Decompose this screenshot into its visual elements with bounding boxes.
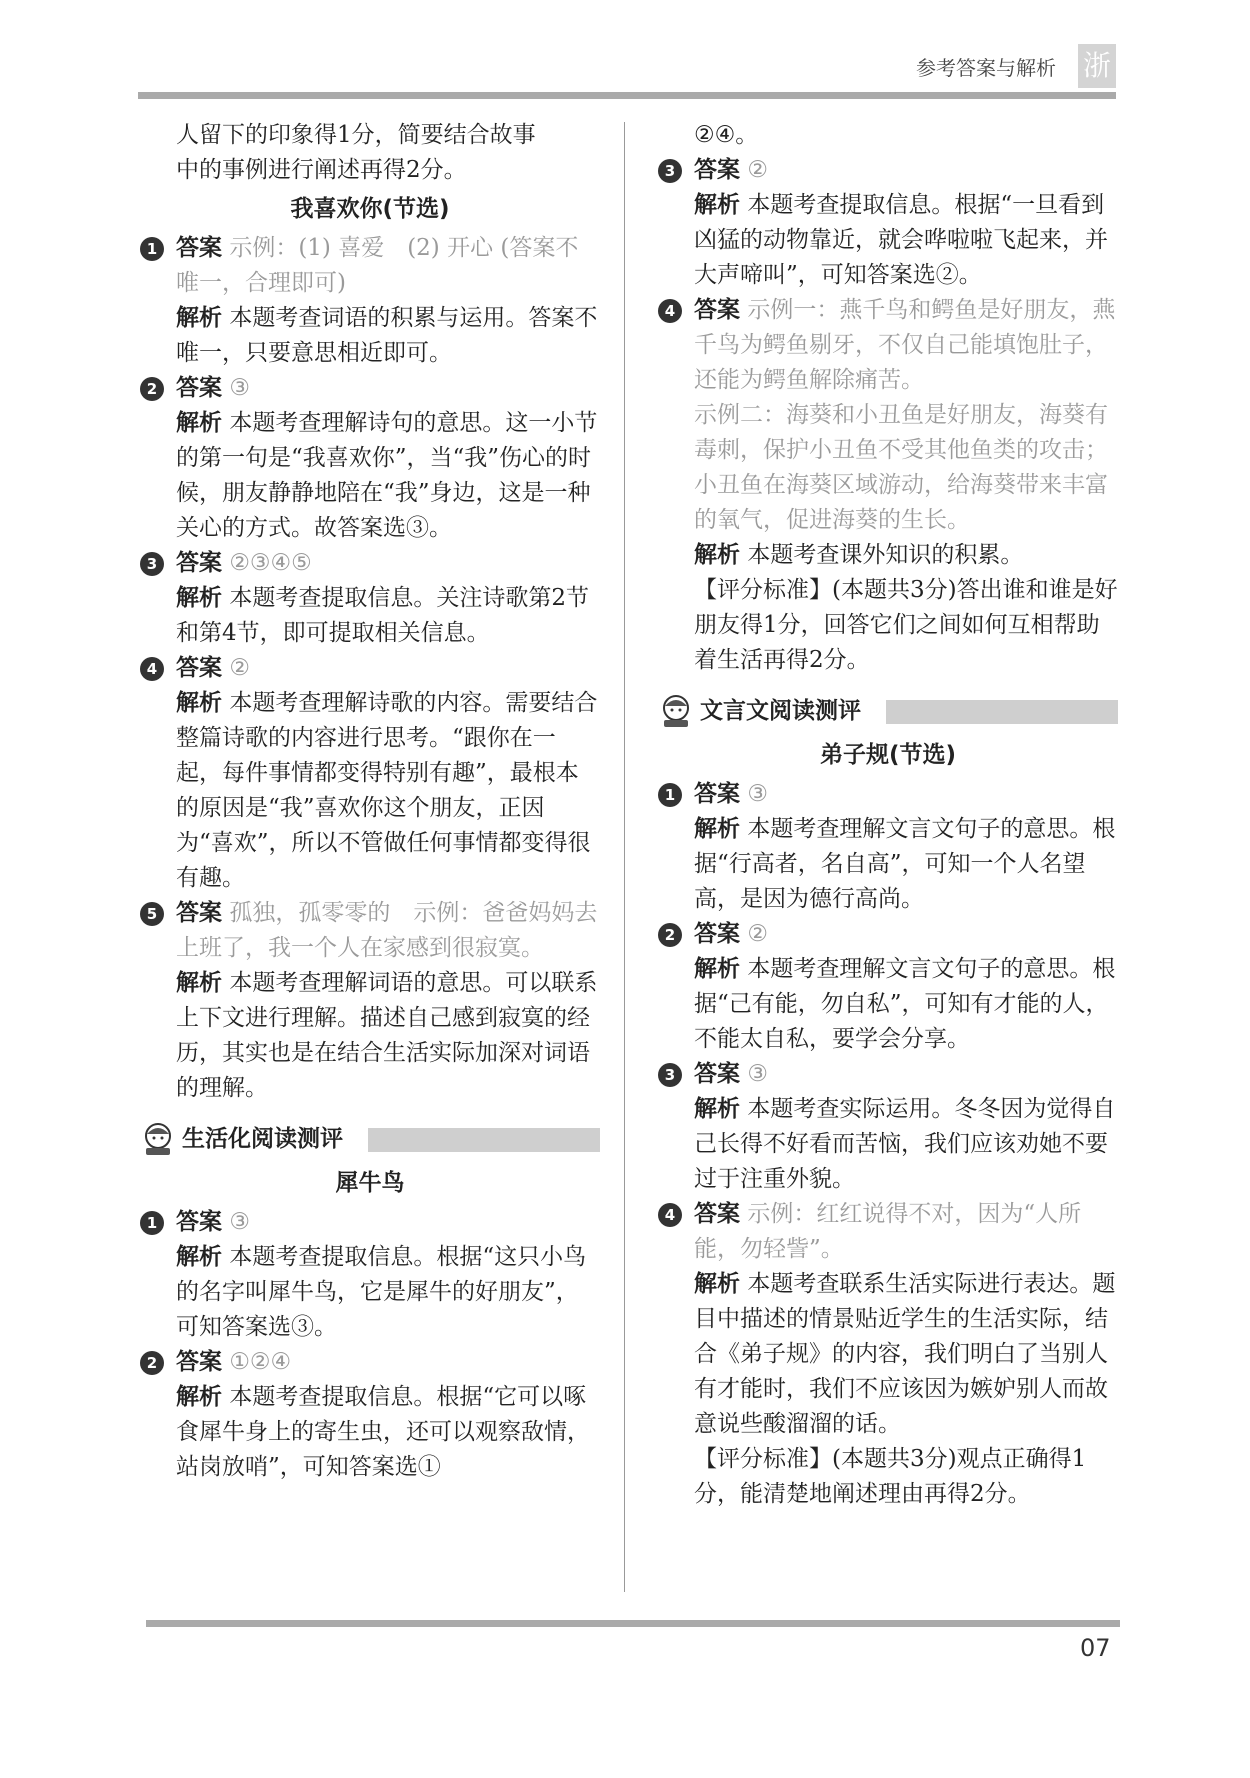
left-column (140, 118, 600, 1485)
answer-label: 答案 (176, 1209, 222, 1235)
analysis-text: 本题考查提取信息。根据“它可以啄食犀牛身上的寄生虫，还可以观察敌情，站岗放哨”，可知答案选① (176, 1384, 590, 1480)
question-number: 3 (658, 1063, 682, 1087)
question-number: 1 (140, 1211, 164, 1235)
section-title: 文言文阅读测评 (700, 698, 861, 724)
analysis-label: 解析 (694, 192, 740, 218)
question-number: 4 (140, 657, 164, 681)
analysis-text: 本题考查联系生活实际进行表达。题目中描述的情景贴近学生的生活实际，结合《弟子规》的内容，我们明白了当别人有才能时，我们不应该因为嫉妒别人而故意说些酸溜溜的话。 (694, 1271, 1116, 1437)
analysis-label: 解析 (176, 305, 222, 331)
footer-rule (146, 1620, 1120, 1627)
question-number: 4 (658, 1203, 682, 1227)
answer-text: ② (747, 157, 768, 183)
passage-title: 犀牛鸟 (335, 1170, 405, 1196)
question-item (140, 371, 600, 546)
answer-label: 答案 (694, 921, 740, 947)
analysis-text: 本题考查提取信息。根据“一旦看到凶猛的动物靠近，就会哗啦啦飞起来，并大声啼叫”，可知答案选②。 (694, 192, 1108, 288)
answer-label: 答案 (176, 235, 222, 261)
answer-label: 答案 (176, 550, 222, 576)
question-item (140, 896, 600, 1106)
student-avatar-icon (140, 1120, 176, 1156)
question-item (658, 917, 1118, 1057)
section-header (140, 1116, 600, 1162)
answer-text: 示例：红红说得不对，因为“人所能，勿轻訾”。 (694, 1201, 1082, 1262)
question-number: 2 (140, 377, 164, 401)
analysis-label: 解析 (694, 816, 740, 842)
analysis-label: 解析 (176, 970, 222, 996)
answer-text: ③ (747, 1061, 768, 1087)
question-number: 4 (658, 299, 682, 323)
right-column (658, 118, 1118, 1512)
question-number: 3 (658, 159, 682, 183)
answer-label: 答案 (694, 781, 740, 807)
answer-text: ②③④⑤ (229, 550, 312, 576)
question-item (140, 1345, 600, 1485)
section-header (658, 688, 1118, 734)
question-item (140, 546, 600, 651)
scoring-criteria: 【评分标准】(本题共3分)观点正确得1分，能清楚地阐述理由再得2分。 (694, 1446, 1087, 1507)
answer-label: 答案 (694, 297, 740, 323)
question-item (658, 777, 1118, 917)
analysis-label: 解析 (176, 1244, 222, 1270)
student-avatar-icon (658, 692, 694, 728)
analysis-text: 本题考查词语的积累与运用。答案不唯一，只要意思相近即可。 (176, 305, 598, 366)
section-title: 生活化阅读测评 (182, 1126, 343, 1152)
analysis-text: 本题考查提取信息。关注诗歌第2节和第4节，即可提取相关信息。 (176, 585, 589, 646)
answer-text: ③ (229, 1209, 250, 1235)
analysis-text: 本题考查理解文言文句子的意思。根据“己有能，勿自私”，可知有才能的人，不能太自私，要学会分享。 (694, 956, 1116, 1052)
header-badge: 浙 (1078, 44, 1116, 88)
passage-title: 弟子规(节选) (819, 742, 957, 768)
analysis-text: 本题考查理解诗歌的内容。需要结合整篇诗歌的内容进行思考。“跟你在一起，每件事情都变得特别有趣”，最根本的原因是“我”喜欢你这个朋友，正因为“喜欢”，所以不管做任何事情都变得很有趣。 (176, 690, 598, 891)
question-item (140, 651, 600, 896)
analysis-text: 本题考查理解词语的意思。可以联系上下文进行理解。描述自己感到寂寞的经历，其实也是在结合生活实际加深对词语的理解。 (176, 970, 598, 1101)
analysis-label: 解析 (694, 1271, 740, 1297)
answer-text: ② (229, 655, 250, 681)
question-item (658, 293, 1118, 678)
question-number: 1 (658, 783, 682, 807)
analysis-label: 解析 (694, 542, 740, 568)
page-number: 07 (1080, 1634, 1111, 1662)
analysis-text: 本题考查实际运用。冬冬因为觉得自己长得不好看而苦恼，我们应该劝她不要过于注重外貌。 (694, 1096, 1116, 1192)
question-item (658, 153, 1118, 293)
analysis-text: 本题考查理解文言文句子的意思。根据“行高者，名自高”，可知一个人名望高，是因为德行高尚。 (694, 816, 1116, 912)
analysis-label: 解析 (176, 410, 222, 436)
answer-label: 答案 (694, 1061, 740, 1087)
question-item (140, 231, 600, 371)
continued-text: ②④。 (694, 122, 759, 148)
analysis-text: 本题考查课外知识的积累。 (747, 542, 1024, 568)
scoring-criteria: 【评分标准】(本题共3分)答出谁和谁是好朋友得1分，回答它们之间如何互相帮助着生活再得2分。 (694, 577, 1118, 673)
column-divider (624, 122, 625, 1592)
question-number: 2 (140, 1351, 164, 1375)
analysis-text: 本题考查理解诗句的意思。这一小节的第一句是“我喜欢你”，当“我”伤心的时候，朋友静静地陪在“我”身边，这是一种关心的方式。故答案选③。 (176, 410, 598, 541)
analysis-label: 解析 (176, 690, 222, 716)
question-item (140, 1205, 600, 1345)
section-bar (368, 1128, 600, 1152)
answer-text: 孤独，孤零零的 示例：爸爸妈妈去上班了，我一个人在家感到很寂寞。 (176, 900, 598, 961)
answer-example-2: 示例二：海葵和小丑鱼是好朋友，海葵有毒刺，保护小丑鱼不受其他鱼类的攻击；小丑鱼在海葵区域游动，给海葵带来丰富的氧气，促进海葵的生长。 (694, 402, 1108, 533)
answer-label: 答案 (176, 655, 222, 681)
answer-label: 答案 (176, 900, 222, 926)
analysis-label: 解析 (176, 585, 222, 611)
question-number: 3 (140, 552, 164, 576)
header-rule (138, 92, 1116, 99)
question-item (658, 1057, 1118, 1197)
question-number: 5 (140, 902, 164, 926)
answer-text: ② (747, 921, 768, 947)
analysis-label: 解析 (694, 1096, 740, 1122)
answer-text: ③ (229, 375, 250, 401)
answer-text: 示例一：燕千鸟和鳄鱼是好朋友，燕千鸟为鳄鱼剔牙，不仅自己能填饱肚子，还能为鳄鱼解除痛苦。 (694, 297, 1116, 393)
passage-title: 我喜欢你(节选) (290, 196, 450, 222)
analysis-label: 解析 (694, 956, 740, 982)
section-bar (886, 700, 1118, 724)
analysis-text: 本题考查提取信息。根据“这只小鸟的名字叫犀牛鸟，它是犀牛的好朋友”，可知答案选③。 (176, 1244, 587, 1340)
intro-line: 中的事例进行阐述再得2分。 (176, 157, 467, 183)
answer-text: ①②④ (229, 1349, 292, 1375)
analysis-label: 解析 (176, 1384, 222, 1410)
header-title: 参考答案与解析 (916, 56, 1056, 80)
question-item (658, 1197, 1118, 1512)
question-number: 2 (658, 923, 682, 947)
answer-label: 答案 (694, 1201, 740, 1227)
intro-line: 人留下的印象得1分，简要结合故事 (176, 122, 536, 148)
question-number: 1 (140, 237, 164, 261)
answer-label: 答案 (694, 157, 740, 183)
answer-label: 答案 (176, 1349, 222, 1375)
answer-text: 示例：(1) 喜爱 (2) 开心 (答案不唯一，合理即可) (176, 235, 579, 296)
answer-text: ③ (747, 781, 768, 807)
answer-label: 答案 (176, 375, 222, 401)
